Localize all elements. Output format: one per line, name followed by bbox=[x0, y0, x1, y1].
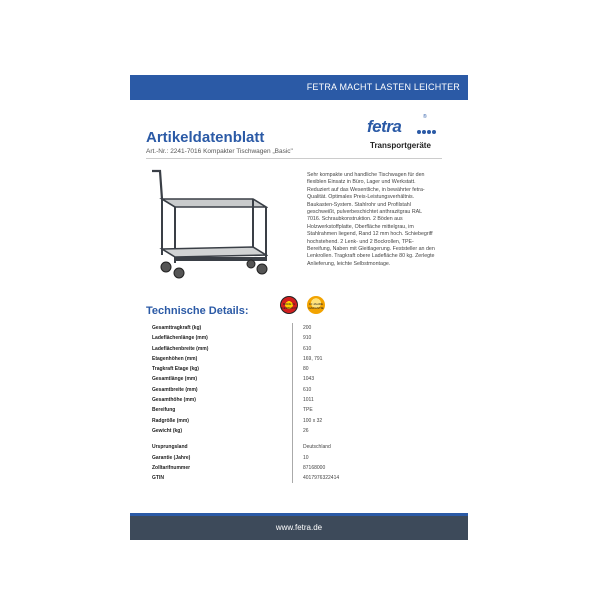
spec-value: 4017976322414 bbox=[303, 475, 340, 482]
spec-row bbox=[146, 354, 446, 364]
cart-product-image bbox=[148, 169, 268, 279]
spec-divider bbox=[292, 333, 293, 343]
spec-row bbox=[146, 395, 446, 405]
spec-divider bbox=[292, 374, 293, 384]
spec-row bbox=[146, 473, 446, 483]
top-banner bbox=[130, 75, 468, 100]
spec-divider bbox=[292, 442, 293, 452]
warranty-badge-icon: 10 JAHRE GARANTIE bbox=[307, 296, 325, 314]
spec-label: GTIN bbox=[152, 475, 164, 482]
spec-value: 910 bbox=[303, 335, 312, 342]
spec-row bbox=[146, 426, 446, 436]
spec-row bbox=[146, 344, 446, 354]
spec-value: 169, 791 bbox=[303, 355, 323, 362]
spec-label: Garantie (Jahre) bbox=[152, 454, 191, 461]
spec-row bbox=[146, 416, 446, 426]
spec-row bbox=[146, 323, 446, 333]
spec-value: 1011 bbox=[303, 397, 314, 404]
spec-value: 610 bbox=[303, 345, 312, 352]
spec-row bbox=[146, 385, 446, 395]
logo-subtitle: Transportgeräte bbox=[370, 141, 431, 150]
spec-divider bbox=[292, 405, 293, 415]
article-number: Art.-Nr.: 2241-7016 Kompakter Tischwagen „Basic" bbox=[146, 148, 293, 155]
spec-row bbox=[146, 364, 446, 374]
spec-divider bbox=[292, 344, 293, 354]
product-description: Sehr kompakte und handliche Tischwagen für den flexiblen Einsatz in Büro, Lager und Werkstatt. Reduziert auf das Wesentliche, in bewährter fetra-Qualität. Optimales Preis-Leistungsverhältnis. Baukasten-System. Stahlrohr und Profilstahl geschweißt, pulverbeschichtet anthrazitgrau RAL 7016. Schraubkonstruktion. 2 Böden aus Holzwerkstoffplatte, Oberfläche mittelgrau, im Stahlrahmen liegend, Rand 12 mm hoch. Schiebegriff hochstehend. 2 Lenk- und 2 Bockrollen, TPE-Bereifung, Naben mit Gleitlagerung. Feststeller an den Lenkrollen. Tragkraft obere Ladefläche 80 kg. Zerlegte Anlieferung, leichte Selbstmontage. bbox=[307, 172, 435, 267]
spec-label: Ladeflächenbreite (mm) bbox=[152, 345, 209, 352]
spec-label: Bereifung bbox=[152, 407, 176, 414]
spec-divider bbox=[292, 463, 293, 473]
spec-value: Deutschland bbox=[303, 444, 331, 451]
spec-label: Radgröße (mm) bbox=[152, 417, 189, 424]
spec-divider bbox=[292, 473, 293, 483]
spec-label: Gesamtbreite (mm) bbox=[152, 386, 198, 393]
page-title: Artikeldatenblatt bbox=[146, 129, 265, 146]
spec-label: Zolltarifnummer bbox=[152, 464, 191, 471]
spec-row bbox=[146, 442, 446, 452]
divider bbox=[146, 158, 442, 159]
spec-value: 26 bbox=[303, 427, 309, 434]
footer-url[interactable]: www.fetra.de bbox=[275, 523, 323, 532]
spec-value: 200 bbox=[303, 325, 312, 331]
spec-row bbox=[146, 463, 446, 473]
banner-slogan: FETRA MACHT LASTEN LEICHTER bbox=[306, 82, 460, 92]
registered-mark: ® bbox=[423, 114, 427, 120]
datasheet-page bbox=[130, 75, 468, 540]
made-in-germany-badge-icon: MADE IN GERMANY bbox=[280, 296, 298, 314]
spec-label: Gesamttragkraft (kg) bbox=[152, 325, 202, 331]
spec-divider bbox=[292, 385, 293, 395]
spec-row bbox=[146, 453, 446, 463]
spec-label: Gesamtlänge (mm) bbox=[152, 376, 198, 383]
spec-value: 80 bbox=[303, 366, 309, 373]
spec-label: Etagenhöhen (mm) bbox=[152, 355, 198, 362]
spec-value: 10 bbox=[303, 454, 309, 461]
spec-divider bbox=[292, 354, 293, 364]
spec-row bbox=[146, 374, 446, 384]
spec-value: 610 bbox=[303, 386, 312, 393]
spec-divider bbox=[292, 395, 293, 405]
spec-label: Gewicht (kg) bbox=[152, 427, 183, 434]
technical-details-heading: Technische Details: bbox=[146, 305, 249, 317]
spec-table bbox=[146, 323, 446, 483]
spec-value: 100 x 32 bbox=[303, 417, 323, 424]
spec-divider bbox=[292, 323, 293, 333]
spec-divider bbox=[292, 453, 293, 463]
spec-label: Ursprungsland bbox=[152, 444, 188, 451]
spec-value: TPE bbox=[303, 407, 313, 414]
spec-row bbox=[146, 405, 446, 415]
spec-divider bbox=[292, 364, 293, 374]
spec-label: Tragkraft Etage (kg) bbox=[152, 366, 199, 373]
spec-value: 1043 bbox=[303, 376, 315, 383]
spec-value: 87168000 bbox=[303, 464, 326, 471]
fetra-logo bbox=[367, 114, 457, 157]
spec-label: Ladeflächenlänge (mm) bbox=[152, 335, 208, 342]
spec-divider bbox=[292, 416, 293, 426]
spec-divider bbox=[292, 426, 293, 436]
spec-label: Gesamthöhe (mm) bbox=[152, 397, 196, 404]
logo-dots-icon bbox=[417, 130, 436, 134]
footer-bar bbox=[130, 516, 468, 540]
logo-wordmark: fetra bbox=[367, 117, 402, 136]
spec-row bbox=[146, 333, 446, 343]
